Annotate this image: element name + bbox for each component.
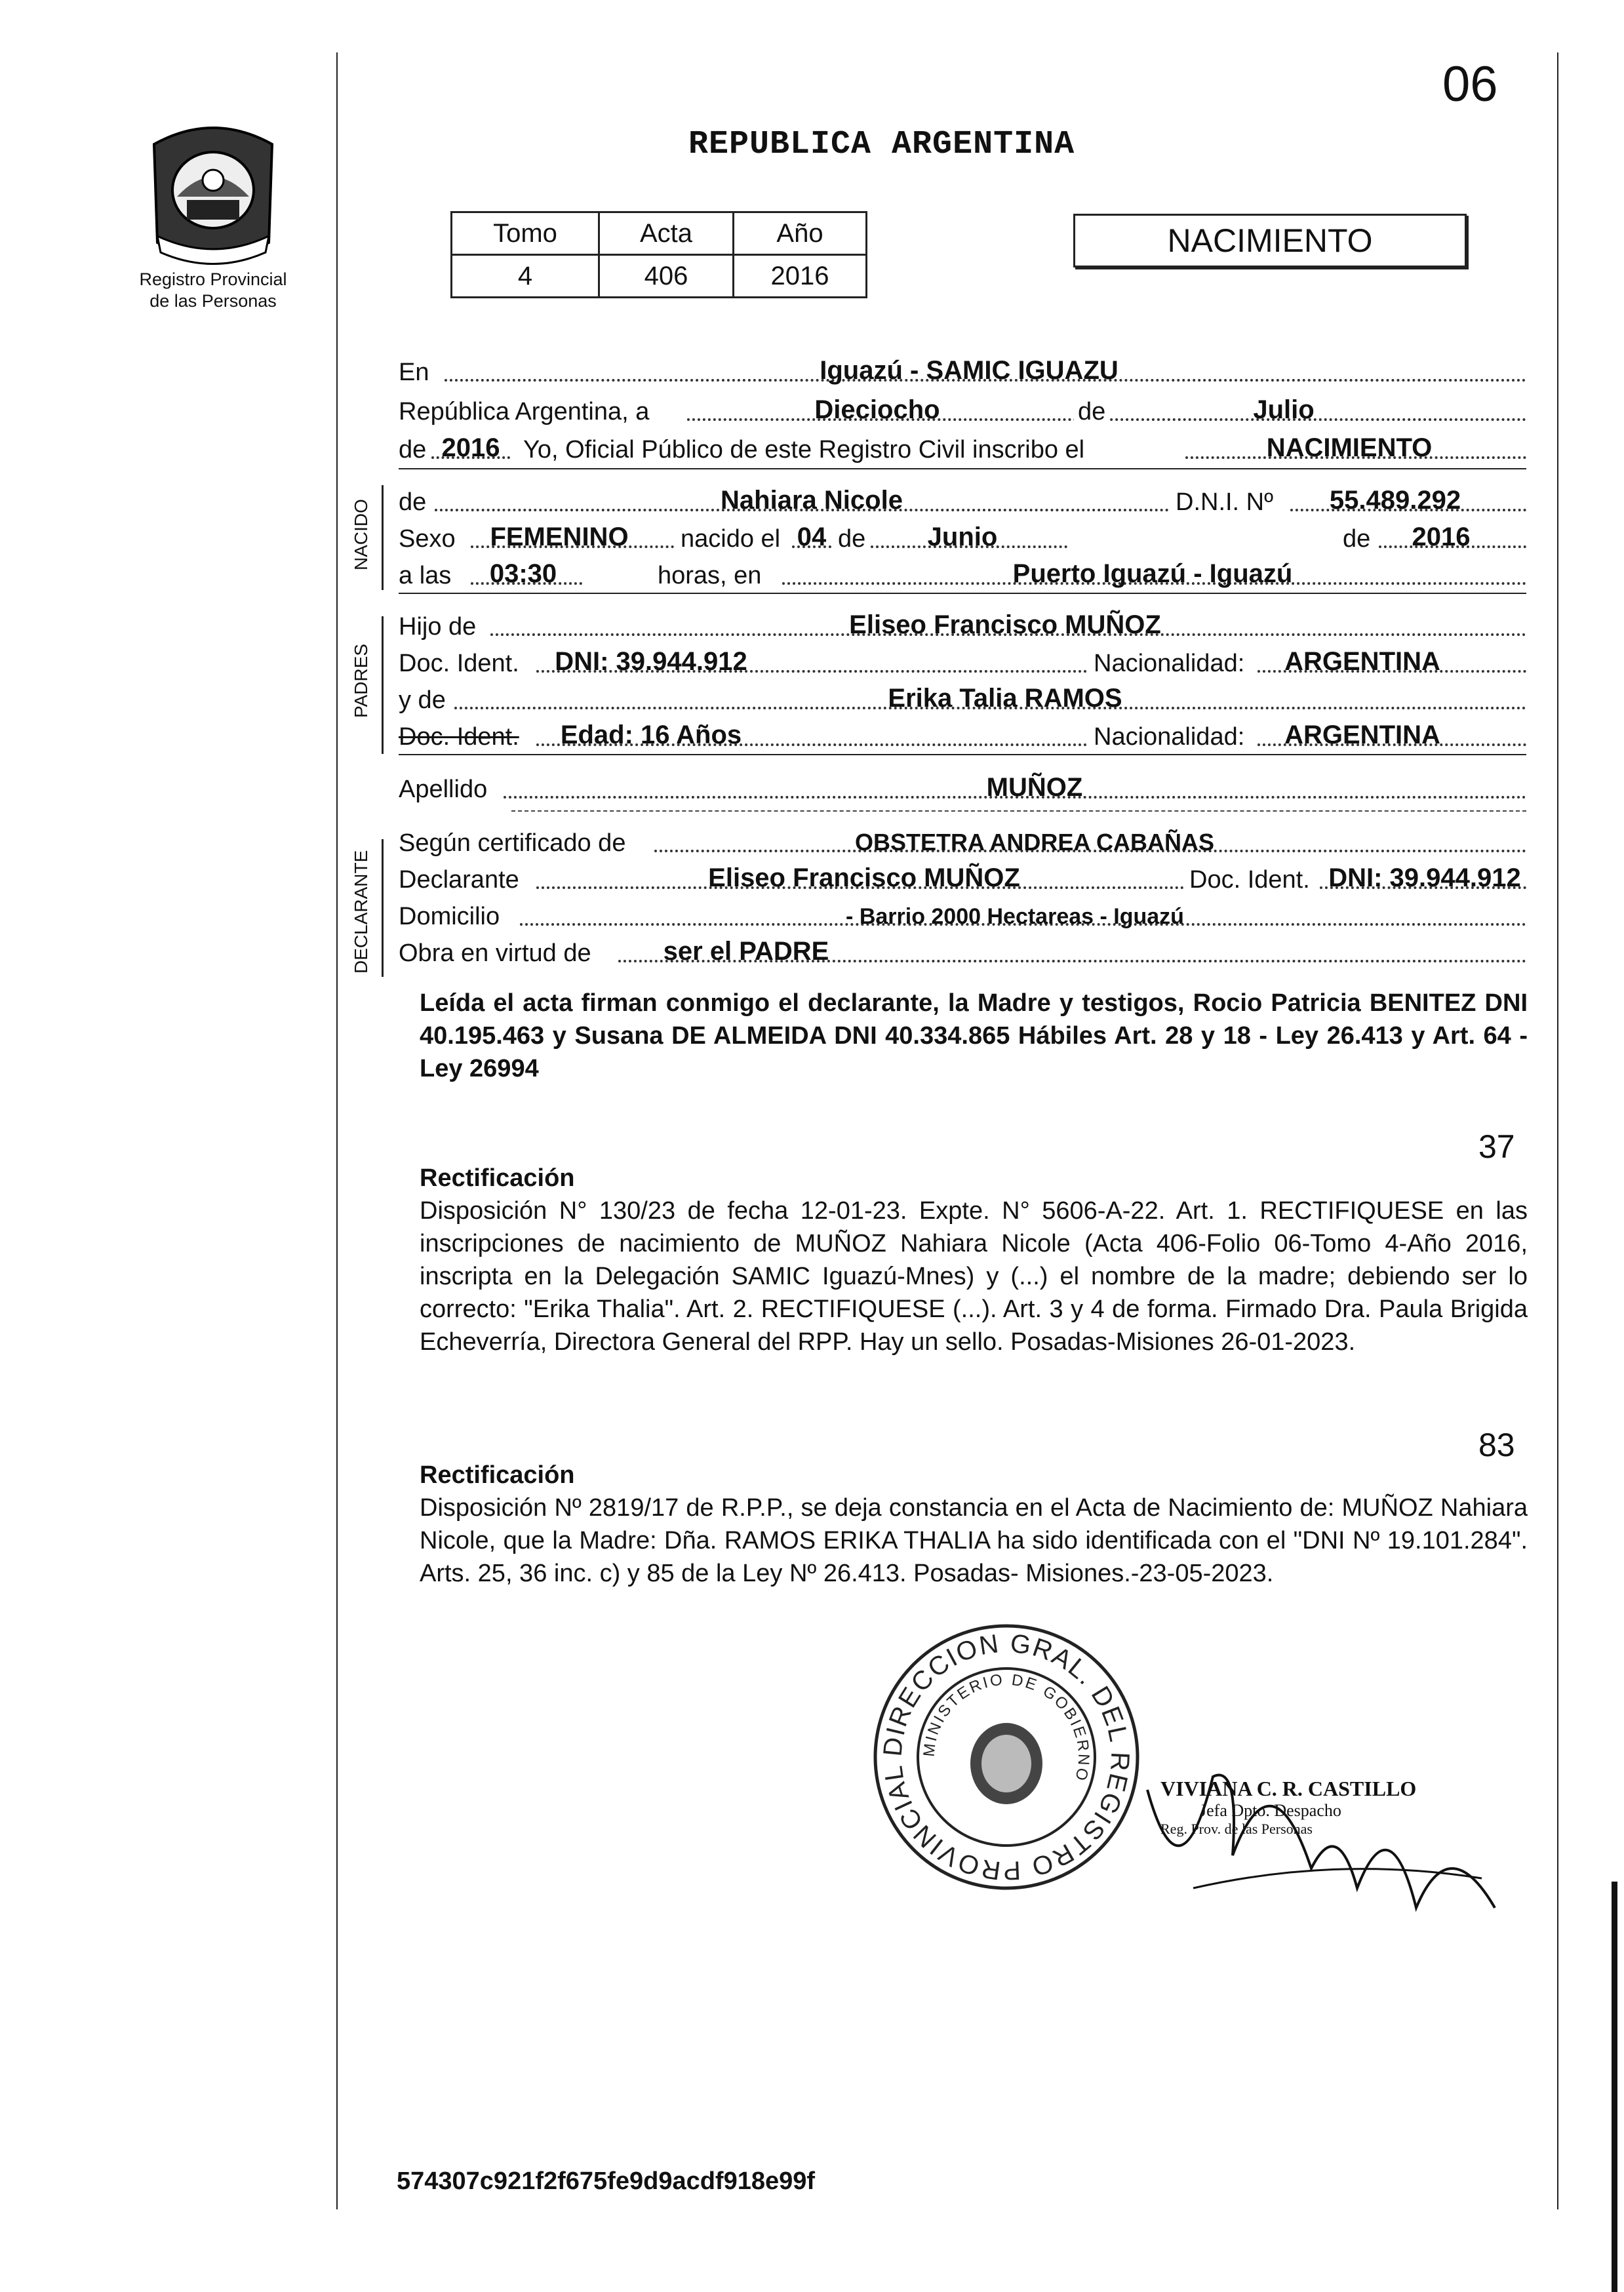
ano-value: 2016 [734, 255, 867, 298]
certificate-value: OBSTETRA ANDREA CABAÑAS [855, 829, 1214, 856]
day-words-value: Dieciocho [814, 395, 940, 424]
nacionalidad-label: Nacionalidad: [1094, 650, 1245, 677]
father-value: Eliseo Francisco MUÑOZ [849, 610, 1161, 639]
obra-label: Obra en virtud de [399, 939, 591, 967]
name-value: Nahiara Nicole [721, 486, 903, 515]
signatory-role: Jefa Dpto. Despacho [1200, 1801, 1341, 1820]
nacionalidad-label: Nacionalidad: [1094, 723, 1245, 751]
separator-line [399, 468, 1526, 469]
en-label: En [399, 359, 429, 386]
de-label: de [838, 525, 866, 553]
tomo-header: Tomo [452, 212, 599, 255]
record-table-header [452, 212, 867, 255]
dashed-separator [511, 810, 1526, 813]
section-label-declarante: DECLARANTE [351, 850, 371, 974]
mother-nationality-value: ARGENTINA [1284, 721, 1440, 749]
place-value: Iguazú - SAMIC IGUAZU [820, 356, 1119, 385]
declarante-bracket [382, 839, 384, 977]
separator-line [399, 754, 1526, 755]
nacido-bracket [382, 485, 384, 590]
record-table [450, 211, 867, 298]
row-obra [399, 930, 1526, 972]
yo-text: Yo, Oficial Público de este Registro Civil inscribo el [523, 436, 1085, 464]
father-doc-value: DNI: 39.944.912 [555, 647, 747, 676]
obra-value: ser el PADRE [663, 937, 829, 966]
birth-year-value: 2016 [1412, 523, 1471, 551]
birth-time-value: 03:30 [489, 559, 557, 588]
signatory-name: VIVIANA C. R. CASTILLO [1160, 1777, 1417, 1800]
sexo-value: FEMENINO [490, 523, 629, 551]
official-stamp [869, 1623, 1144, 1891]
mother-value: Erika Talia RAMOS [888, 684, 1122, 713]
ano-header: Año [734, 212, 867, 255]
dni-label: D.N.I. Nº [1176, 488, 1273, 516]
row-mother-doc [399, 713, 1526, 755]
right-margin-line [1557, 52, 1558, 2209]
row-apellido [399, 766, 1526, 808]
mother-age-value: Edad: 16 Años [560, 721, 742, 749]
hijo-label: Hijo de [399, 613, 477, 641]
doc-label: Doc. Ident. [1185, 866, 1310, 894]
tomo-value: 4 [452, 255, 599, 298]
stamp-inner-text: MINISTERIO DE GOBIERNO [920, 1670, 1093, 1785]
birth-month-value: Junio [927, 523, 998, 551]
section-label-padres: PADRES [351, 643, 371, 718]
month-value: Julio [1253, 395, 1315, 424]
separator-line [399, 593, 1526, 594]
record-type-box: NACIMIENTO [1073, 214, 1467, 267]
doc-label: Doc. Ident. [399, 650, 519, 677]
certificado-label: Según certificado de [399, 829, 626, 857]
rectification-text: Disposición Nº 2819/17 de R.P.P., se deja constancia en el Acta de Nacimiento de: MUÑOZ Nahiara Nicole, que la Madre: Dña. RAMOS ERIKA THALIA ha sido identificada con el "DNI Nº 19.101.284". Arts. 25, 36 inc. c) y 85 de la Ley Nº 26.413. Posadas- Misiones.-23-05-2023. [420, 1494, 1528, 1587]
domicilio-label: Domicilio [399, 903, 500, 930]
nacido-label: nacido el [681, 525, 781, 553]
father-nationality-value: ARGENTINA [1284, 647, 1440, 676]
province-seal-logo [134, 118, 292, 269]
apellido-label: Apellido [399, 776, 488, 803]
acta-header: Acta [599, 212, 734, 255]
registry-label-line-1: Registro Provincial [139, 269, 287, 289]
declarante-label: Declarante [399, 866, 519, 894]
page-number: 06 [1442, 56, 1498, 112]
row-sex [399, 515, 1526, 557]
row-domicilio [399, 893, 1526, 935]
row-certificate [399, 820, 1526, 861]
declarante-value: Eliseo Francisco MUÑOZ [708, 863, 1020, 892]
de-label: de [1074, 398, 1109, 426]
handwritten-signature [1141, 1737, 1508, 1921]
dni-value: 55.489.292 [1329, 486, 1461, 515]
row-father [399, 603, 1526, 645]
stamp-ring-text: DIRECCION GRAL. DEL REGISTRO PROVINCIAL [878, 1629, 1135, 1886]
closing-statement: Leída el acta firman conmigo el declarante, la Madre y testigos, Rocio Patricia BENITEZ DNI 40.195.463 y Susana DE ALMEIDA DNI 40.334.865 Hábiles Art. 28 y 18 - Ley 26.413 y Art. 64 - Ley 26994 [420, 989, 1528, 1082]
republica-label: República Argentina, a [399, 398, 650, 425]
document-title: REPUBLICA ARGENTINA [688, 126, 1075, 163]
row-name [399, 479, 1526, 521]
row-year [399, 426, 1526, 468]
sexo-label: Sexo [399, 525, 456, 553]
year-value: 2016 [441, 433, 500, 462]
declarante-doc-value: DNI: 39.944.912 [1328, 863, 1521, 892]
doc-label-struck: Doc. Ident. [399, 723, 519, 751]
rectification-number: 83 [1478, 1427, 1515, 1463]
de-label: de [1343, 525, 1371, 553]
row-declarante [399, 856, 1526, 898]
document-hash: 574307c921f2f675fe9d9acdf918e99f [397, 2167, 816, 2195]
section-label-nacido: NACIDO [351, 499, 371, 570]
registry-label [125, 269, 302, 312]
apellido-value: MUÑOZ [986, 773, 1083, 802]
row-date [399, 388, 1526, 430]
de-label: de [399, 436, 427, 464]
edge-bar [1612, 1882, 1617, 2292]
rectification-number: 37 [1478, 1128, 1515, 1165]
birth-day-value: 04 [797, 523, 827, 551]
alas-label: a las [399, 562, 452, 589]
registry-label-line-2: de las Personas [149, 291, 277, 311]
yde-label: y de [399, 686, 446, 714]
record-kind-value: NACIMIENTO [1266, 433, 1433, 462]
rectification-text: Disposición N° 130/23 de fecha 12-01-23. Expte. N° 5606-A-22. Art. 1. RECTIFIQUESE en las inscripciones de nacimiento de MUÑOZ Nahiara Nicole (Acta 406-Folio 06-Tomo 4-Año 2016, inscripta en la Delegación SAMIC Iguazú-Mnes) y (...) el nombre de la madre; debiendo ser lo correcto: "Erika Thalia". Art. 2. RECTIFIQUESE (...). Art. 3 y 4 de forma. Firmado Dra. Paula Brigida Echeverría, Directora General del RPP. Hay un sello. Posadas-Misiones 26-01-2023. [420, 1197, 1528, 1356]
left-margin-line [336, 52, 338, 2209]
horas-label: horas, en [658, 562, 762, 589]
rectification-heading: Rectificación [420, 1461, 575, 1489]
birth-place-value: Puerto Iguazú - Iguazú [1012, 559, 1293, 588]
signatory-office: Reg. Prov. de las Personas [1160, 1821, 1313, 1837]
de-label: de [399, 488, 427, 516]
rectification-heading: Rectificación [420, 1164, 575, 1192]
acta-value: 406 [599, 255, 734, 298]
row-place [399, 349, 1526, 391]
row-time [399, 552, 1526, 594]
record-table-values [452, 255, 867, 298]
row-mother [399, 677, 1526, 719]
row-father-doc [399, 640, 1526, 682]
domicilio-value: - Barrio 2000 Hectareas - Iguazú [846, 904, 1184, 929]
padres-bracket [382, 616, 384, 754]
